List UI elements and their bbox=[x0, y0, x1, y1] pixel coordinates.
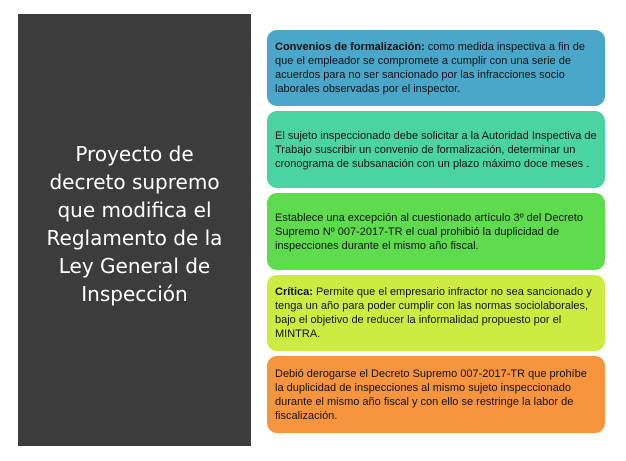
info-box-critica bbox=[267, 275, 605, 351]
info-box-text bbox=[275, 129, 597, 171]
info-box-convenios bbox=[267, 30, 605, 106]
info-box-text bbox=[275, 367, 597, 423]
info-box-derogar bbox=[267, 356, 605, 433]
info-box-body: Establece una excepción al cuestionado artículo 3º del Decreto Supremo Nº 007-2017-TR el cual prohibió la duplicidad de inspecciones durante el mismo año fiscal. bbox=[275, 211, 583, 252]
info-box-sujeto bbox=[267, 111, 605, 188]
info-box-body: Permite que el empresario infractor no sea sancionado y tenga un año para poder cumplir con las normas sociolaborales, bajo el objetivo de reducer la informalidad propuesto por el MINTRA. bbox=[275, 286, 592, 340]
info-box-text bbox=[275, 211, 597, 253]
info-box-excepcion bbox=[267, 193, 605, 270]
info-box-body: como medida inspectiva a fin de que el empleador se compromete a cumplir con una serie de acuerdos para no ser sancionado por las infracciones socio laborales observadas por el inspector. bbox=[275, 41, 585, 95]
info-box-text bbox=[275, 285, 597, 341]
info-box-text bbox=[275, 40, 597, 96]
info-box-body: El sujeto inspeccionado debe solicitar a la Autoridad Inspectiva de Trabajo suscribir un convenio de formalización, determinar un cronograma de subsanación con un plazo máximo doce meses . bbox=[275, 129, 597, 170]
info-box-lead: Crítica: bbox=[275, 286, 313, 298]
info-box-lead: Convenios de formalización: bbox=[275, 41, 425, 53]
title-panel bbox=[18, 14, 251, 446]
info-box-body: Debió derogarse el Decreto Supremo 007-2017-TR que prohíbe la duplicidad de inspecciones al mismo sujeto inspeccionado durante el mismo año fiscal y con ello se restringe la labor de fiscalización. bbox=[275, 367, 587, 422]
slide-title: Proyecto de decreto supremo que modifica el Reglamento de la Ley General de Inspección bbox=[46, 142, 223, 306]
